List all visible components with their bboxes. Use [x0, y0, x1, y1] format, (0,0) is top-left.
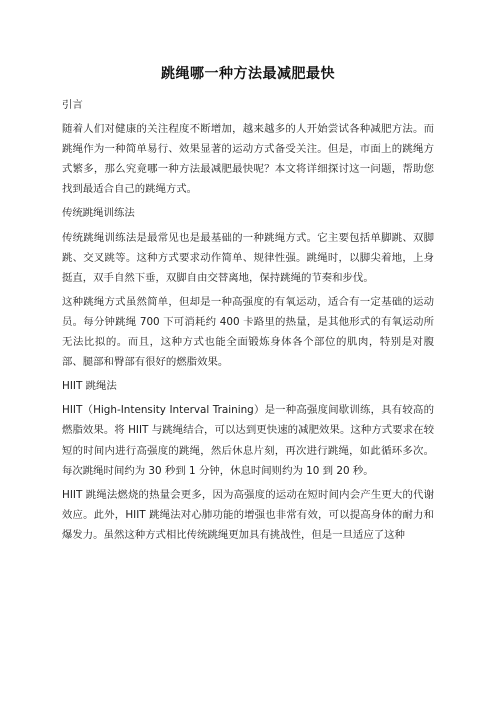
- traditional-paragraph-2: 这种跳绳方式虽然简单，但却是一种高强度的有氧运动，适合有一定基础的运动员。每分钟跳绳 700 下可消耗约 400 卡路里的热量，是其他形式的有氧运动所无法比拟的。而且，这种方式也能全面锻炼身体各个部位的肌肉，特别是对腹部、腿部和臀部有很好的燃脂效果。: [62, 295, 434, 369]
- document-body: [62, 95, 434, 545]
- hiit-paragraph-1: HIIT（High-Intensity Interval Training）是一种高强度间歇训练，具有较高的燃脂效果。将 HIIT 与跳绳结合，可以达到更快速的减肥效果。这种方式要求在较短的时间内进行高强度的跳绳，然后休息片刻，再次进行跳绳，如此循环多次。每次跳绳时间约为 30 秒到 1 分钟，休息时间则约为 10 到 20 秒。: [62, 404, 434, 477]
- hiit-paragraph-2: HIIT 跳绳法燃烧的热量会更多，因为高强度的运动在短时间内会产生更大的代谢效应。此外，HIIT 跳绳法对心肺功能的增强也非常有效，可以提高身体的耐力和爆发力。虽然这种方式相比传统跳绳更加具有挑战性，但是一旦适应了这种: [62, 488, 434, 541]
- intro-heading: 引言: [62, 99, 83, 111]
- hiit-heading: HIIT 跳绳法: [62, 380, 117, 393]
- intro-paragraph: 随着人们对健康的关注程度不断增加，越来越多的人开始尝试各种减肥方法。而跳绳作为一种简单易行、效果显著的运动方式备受关注。但是，市面上的跳绳方式繁多，那么究竟哪一种方法最减肥最快呢？本文将详细探讨这一问题，帮助您找到最适合自己的跳绳方式。: [62, 123, 434, 196]
- document-title: 跳绳哪一种方法最减肥最快: [161, 66, 335, 82]
- traditional-paragraph-1: 传统跳绳训练法是最常见也是最基础的一种跳绳方式。它主要包括单脚跳、双脚跳、交叉跳等。这种方式要求动作简单、规律性强。跳绳时，以脚尖着地，上身挺直，双手自然下垂，双脚自由交替离地，保持跳绳的节奏和步伐。: [62, 231, 434, 284]
- traditional-heading: 传统跳绳训练法: [62, 207, 135, 220]
